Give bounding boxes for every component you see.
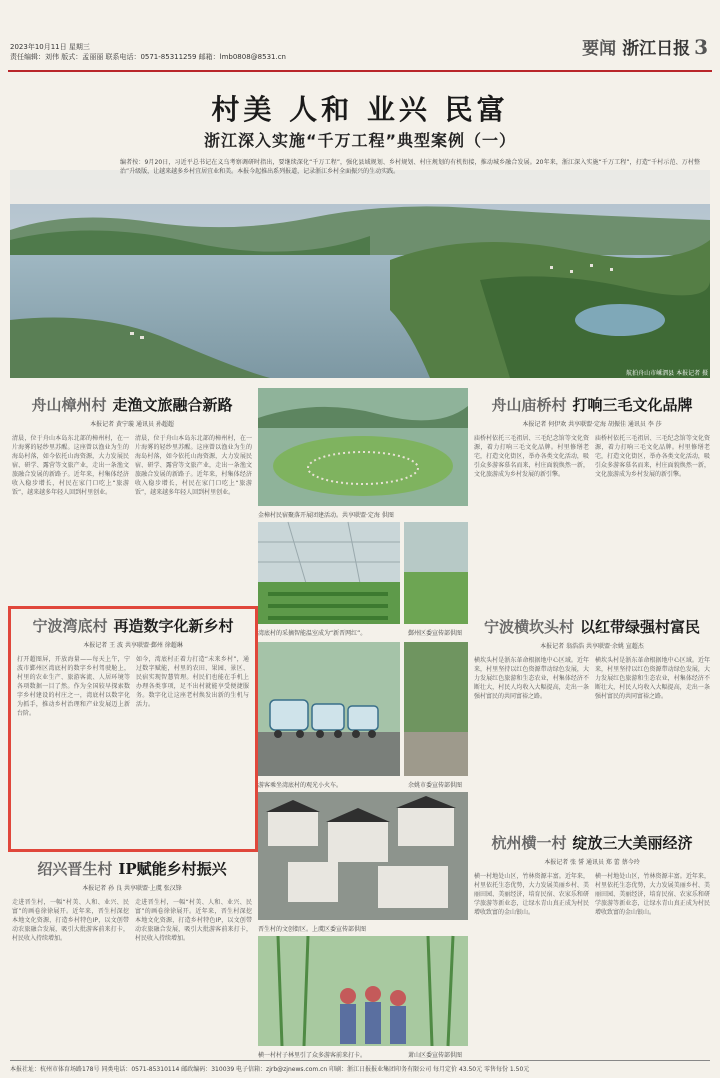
article-place: 绍兴晋生村	[37, 860, 113, 878]
article-body	[12, 434, 252, 614]
article-body	[474, 656, 710, 846]
article-title-text: 走渔文旅融合新路	[112, 396, 233, 414]
article-hangzhou	[474, 832, 710, 1072]
date-line: 2023年10月11日 星期三	[10, 43, 90, 51]
photo-caption: 游客乘坐湾底村的观光小火车。	[258, 782, 343, 789]
article-byline: 本报记者 黄宁璇 通讯员 孙超超	[90, 421, 174, 428]
photo-caption-credit: 余姚市委宣传部供图	[408, 782, 463, 789]
photo-image	[258, 792, 468, 920]
article-text: 走进晋生村，一幅“村美、人和、业兴、民富”的画卷徐徐展开。近年来，晋生村深挖本地文化资源，打造乡村特色IP，以文创带动农旅融合发展，吸引大批游客前来打卡，村民收入持续增加。	[135, 899, 252, 942]
photo-image	[258, 522, 400, 624]
editor-line: 责任编辑：刘伟 版式：孟丽丽 联系电话：0571-85311259 邮箱：lmb0808@8531.cn	[10, 53, 286, 61]
article-byline: 本报记者 何伊欢 共享联盟·定海 胡振佳 通讯员 李 莎	[522, 421, 662, 428]
article-title	[474, 394, 710, 415]
photo-greenhouse-plants	[404, 522, 468, 624]
article-body	[12, 898, 252, 1068]
article-title-text: IP赋能乡村振兴	[118, 860, 227, 878]
photo-creative-street	[258, 792, 468, 920]
photo-caption-credit: 鄞州区委宣传部供图	[408, 630, 463, 637]
article-byline: 本报记者 孙 良 共享联盟·上虞 张汉锋	[82, 885, 182, 892]
article-shaoxing	[12, 858, 252, 1068]
paper-logo: 浙江日报	[622, 39, 691, 59]
article-place: 舟山庙桥村	[491, 396, 567, 414]
article-place: 宁波横坎头村	[483, 618, 574, 636]
article-place: 舟山樟州村	[31, 396, 107, 414]
article-text: 横一村地处山区，竹林资源丰富。近年来，村里依托生态优势，大力发展美丽乡村、美丽田园、美丽经济，培育民宿、农家乐和研学旅游等新业态，让绿水青山真正成为村民增收致富的金山银山。	[474, 873, 589, 916]
article-text: 如今，湾底村正着力打造“未来乡村”，通过数字赋能，村里的农田、果园、景区、民宿实现智慧管理。村民们也能在手机上办理各类事项，足不出村就能享受便捷服务。数字化让这座老村焕发出新的生机与活力。	[136, 656, 249, 708]
photo-caption: 湾底村的采摘智能温室成为“新晋网红”。	[258, 630, 367, 637]
article-text: 走进晋生村，一幅“村美、人和、业兴、民富”的画卷徐徐展开。近年来，晋生村深挖本地文化资源，打造乡村特色IP，以文创带动农旅融合发展，吸引大批游客前来打卡，村民收入持续增加。	[12, 899, 129, 942]
photo-image	[258, 388, 468, 506]
photo-team-building	[258, 388, 468, 506]
article-title	[12, 858, 252, 879]
article-text: 横一村地处山区，竹林资源丰富。近年来，村里依托生态优势，大力发展美丽乡村、美丽田园、美丽经济，培育民宿、农家乐和研学旅游等新业态，让绿水青山真正成为村民增收致富的金山银山。	[595, 873, 710, 916]
page-headline: 村美 人和 业兴 民富	[211, 93, 509, 126]
article-title-text: 绽放三大美丽经济	[572, 834, 693, 852]
article-body	[474, 872, 710, 1072]
masthead-meta	[10, 42, 286, 62]
masthead	[8, 8, 712, 72]
article-ningbo-highlight[interactable]	[8, 606, 258, 852]
photo-caption-credit: 萧山区委宣传部供图	[408, 1052, 463, 1059]
article-text: 横坎头村是浙东革命根据地中心区域。近年来，村里坚持以红色资源带动绿色发展，大力发展红色旅游和生态农业，村集体经济不断壮大，村民人均收入大幅提高，走出一条强村富民的共同富裕之路。	[474, 657, 589, 700]
article-title	[12, 394, 252, 415]
masthead-brand	[582, 34, 708, 59]
article-zhoushan	[12, 394, 252, 614]
photo-image	[404, 522, 468, 624]
photo-village-trees	[404, 642, 468, 776]
hero-caption: 航拍舟山市嵊泗县 本报记者 摄	[626, 370, 708, 377]
article-byline: 本报记者 王 波 共享联盟·鄞州 徐超琳	[83, 642, 183, 649]
article-title	[474, 832, 710, 853]
article-place: 宁波湾底村	[32, 617, 108, 635]
page-number: 3	[694, 35, 708, 59]
section-label: 要闻	[582, 39, 617, 59]
photo-bamboo-visitors	[258, 936, 468, 1046]
article-body	[17, 655, 249, 835]
photo-image	[404, 642, 468, 776]
article-title	[474, 616, 710, 637]
photo-caption: 金樟村民宿聚落开展团建活动。共享联盟·定海 供图	[258, 512, 394, 519]
article-place: 杭州横一村	[491, 834, 567, 852]
article-body	[474, 434, 710, 634]
article-text: 庙桥村依托三毛祖居、三毛纪念馆等文化资源，着力打响三毛文化品牌。村里修缮老宅，打造文化街区，举办各类文化活动，吸引众多游客慕名而来，村庄面貌焕然一新，文化旅游成为乡村发展的新引擎。	[474, 435, 589, 478]
article-title-text: 打响三毛文化品牌	[572, 396, 693, 414]
photo-greenhouse	[258, 522, 400, 624]
article-title-text: 以红带绿强村富民	[580, 618, 701, 636]
article-text: 庙桥村依托三毛祖居、三毛纪念馆等文化资源，着力打响三毛文化品牌。村里修缮老宅，打造文化街区，举办各类文化活动，吸引众多游客慕名而来，村庄面貌焕然一新，文化旅游成为乡村发展的新引擎。	[595, 435, 710, 478]
hero-image	[10, 170, 710, 378]
hero-photo	[10, 159, 710, 378]
article-byline: 本报记者 翁浩浩 共享联盟·余姚 宣超杰	[540, 643, 644, 650]
photo-image	[258, 936, 468, 1046]
article-text: 清晨，位于舟山本岛东北部的樟州村，在一片海雾的轻纱里苏醒。这座曾以渔业为生的海岛村落，如今依托山海资源，大力发展民宿、研学、露营等文旅产业，走出一条渔文旅融合发展的新路子。近年来，村集体经济收入稳步增长，村民在家门口吃上“旅游饭”，越来越多年轻人回到村里创业。	[135, 435, 252, 496]
editor-note: 编者按：9月20日，习近平总书记在义乌考察调研时指出，要继续深化“千万工程”，强化县域规划、乡村规划、村庄规划的有机衔接，推动城乡融合发展。20年来，浙江深入实施“千万工程”，打造“千村示范、万村整治”升级版，让越来越多乡村宜居宜业和美。本报今起推出系列报道，记录浙江乡村全面振兴的生动实践。	[120, 159, 700, 175]
page-subheadline: 浙江深入实施“千万工程”典型案例（一）	[203, 131, 517, 150]
article-text: 清晨，位于舟山本岛东北部的樟州村，在一片海雾的轻纱里苏醒。这座曾以渔业为生的海岛村落，如今依托山海资源，大力发展民宿、研学、露营等文旅产业，走出一条渔文旅融合发展的新路子。近年来，村集体经济收入稳步增长，村民在家门口吃上“旅游饭”，越来越多年轻人回到村里创业。	[12, 435, 129, 496]
page-footer: 本报社址：杭州市体育场路178号 同类电话：0571-85310114 邮政编码：310039 电子信箱：zjrb@zjnews.com.cn 印刷：浙江日报报业集团印务有限公司 每月定价 43.50元 零售每份 1.50元	[10, 1060, 710, 1073]
article-title	[17, 615, 249, 636]
photo-caption: 晋生村的文创街区。上虞区委宣传部供图	[258, 926, 367, 933]
article-zhoushan-temple	[474, 394, 710, 634]
photo-image	[258, 642, 400, 776]
article-text: 横坎头村是浙东革命根据地中心区域。近年来，村里坚持以红色资源带动绿色发展，大力发展红色旅游和生态农业，村集体经济不断壮大，村民人均收入大幅提高，走出一条强村富民的共同富裕之路。	[595, 657, 710, 700]
photo-sightseeing-train	[258, 642, 400, 776]
article-text: 打开超图屏，开放海量——每天上午，宁波市鄞州区湾底村的数字乡村驾驶舱上，村里的农业生产、旅游客流、人居环境等各项数据一目了然。作为全国较早探索数字乡村建设的村庄之一，湾底村以数字化为抓手，推动乡村治理和产业发展迈上新台阶。	[17, 656, 130, 717]
photo-caption: 横一村村子林里引了众多游客前来打卡。	[258, 1052, 367, 1059]
article-title-text: 再造数字化新乡村	[113, 617, 234, 635]
article-ningbo-east	[474, 616, 710, 846]
article-byline: 本报记者 张 誓 通讯员 郑 蕾 蔡今玲	[544, 859, 640, 866]
